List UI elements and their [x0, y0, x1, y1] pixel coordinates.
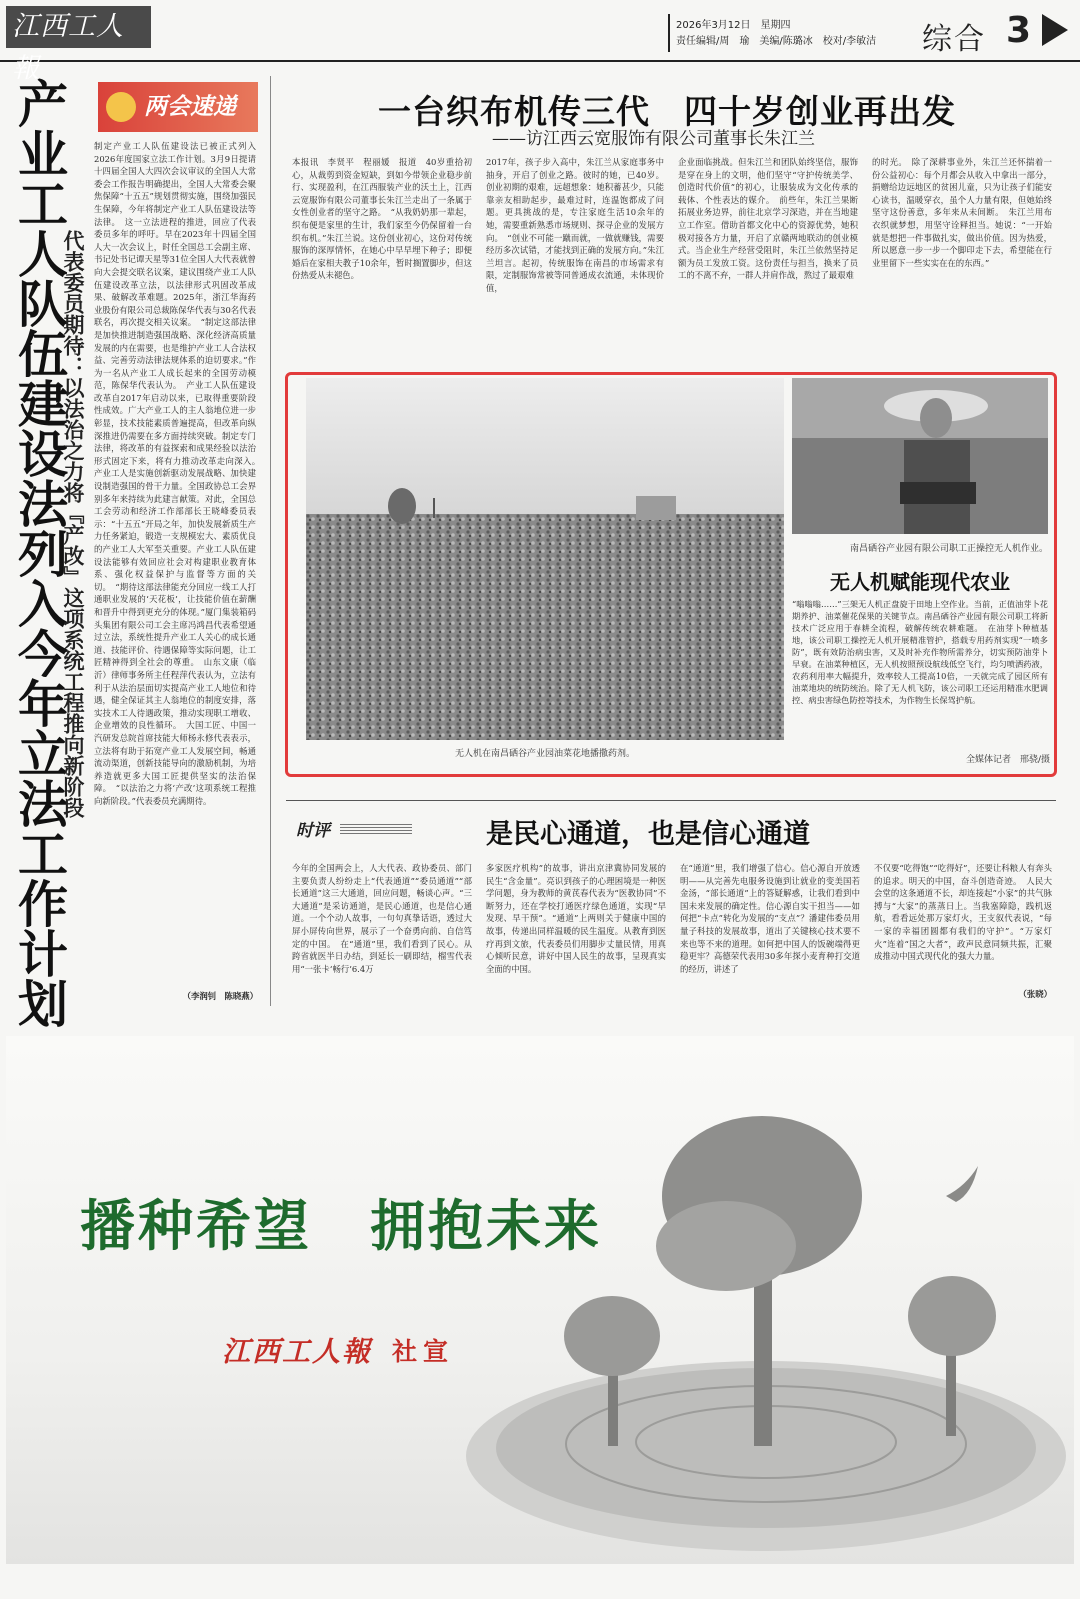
photo-feature-body: “嗡嗡嗡……”三架无人机正盘旋于田地上空作业。当前，正值油芽卜花期养护、油菜催花保果的关键节点。南昌硒谷产业园有限公司职工将新技术广泛应用于春耕全流程，破解传统农耕难题。 在油芽卜种植基地，该公司职工操控无人机开展精准管护，搭载专用药剂实现“一喷多防”，既有效防治病虫害，又及时补充作物所需养分，切实预防油芽卜早衰。在油菜种植区，无人机按照预设航线低空飞行，均匀喷洒药液，农药利用率大幅提升，效率较人工提高10倍，一天就完成了园区所有油菜地块的统防统治。除了无人机飞防，该公司职工还运用精准水肥调控、病虫害绿色防控等技术，为作物生长保驾护航。	[792, 599, 1048, 705]
left-article-byline: （李润钊 陈晓燕）	[182, 991, 258, 1001]
masthead-divider	[668, 14, 670, 52]
left-article-body: 制定产业工人队伍建设法已被正式列入2026年度国家立法工作计划。3月9日提请十四届全国人大四次会议审议的全国人大常委会工作报告明确提出，全国人大常委会聚焦保障“十五五”规划贯彻实施，围绕加强民生保障，今年将制定产业工人队伍建设法等法律。 这一立法进程的推进，回应了代表委员多年的呼吁。早在2023年十四届全国人大一次会议上，时任全国总工会副主席、书记处书记谭天星等31位全国人大代表就曾向大会提交联名议案，建议围绕产业工人队伍建设改革立法，以法律形式巩固改革成果、破解改革难题。2025年，浙江华海药业股份有限公司总裁陈保华代表与30名代表联名，再次提交相关议案。 “制定这部法律是加快推进制造强国战略、深化经济高质量发展的内在需要，也是维护产业工人合法权益、完善劳动法律法规体系的迫切要求。”作为一名从产业工人成长起来的全国劳动模范，陈保华代表认为。 产业工人队伍建设改革自2017年启动以来，已取得重要阶段性成效。广大产业工人的主人翁地位进一步彰显，技术技能素质普遍提高，但改革向纵深推进仍需要在多方面持续突破。制定专门法律，将改革的有益探索和成果经验以法治形式固定下来，将有力推动改革走向深入。 产业工人是实施创新驱动发展战略、加快建设制造强国的骨干力量。全国政协总工会界别多年来持续为此建言献策。对此，全国总工会劳动和经济工作部部长王晓峰委员表示：“十五五”开局之年，加快发展新质生产力任务紧迫，锻造一支规模宏大、素质优良的产业工人大军至关重要。产业工人队伍建设法能够有效回应社会对构建职业教育体系、强化权益保护与监督等方面的关切。 “期待这部法律能充分回应一线工人打通职业发展的‘天花板’，让技能价值在薪酬和晋升中得到更充分的体现。”厦门集装箱码头集团有限公司工会主席冯鸿昌代表希望通过立法，系统性提升产业工人关心的成长通道、技能评价、待遇保障等实际问题，让工匠精神得到全社会的尊重。 山东文康（临沂）律师事务所主任程萍代表认为，立法有利于从法治层面切实提高产业工人地位和待遇，健全保证其主人翁地位的制度安排，落实技术工人待遇政策，推动实现职工增收、企业增效的良性循环。 大国工匠、中国一汽研发总院首席技能大师杨永修代表表示，立法将有助于拓宽产业工人发展空间，畅通流动渠道，创新技能导向的激励机制，为培养造就更多大国工匠提供坚实的法治保障。 “以法治之力将‘产改’这项系统工程推向新阶段。”代表委员充满期待。	[94, 141, 265, 806]
commentary-col-3: 在“通道”里，我们增强了信心。信心源自开放透明——从完善先电服务设施到让就业的变美国若金汤，“部长通道”上的答疑解惑，让我们看到中国未来发展的确定性。信心源自实干担当——如何把“卡点”转化为发展的“支点”？潘建伟委员用量子科技的发展故事，道出了关键核心技术要不来也等不来的道理。如何把中国人的饭碗端得更稳更牢？高德荣代表用30多年探小麦育种打交道的经历，讲述了	[680, 863, 860, 974]
advert-illustration	[6, 1036, 1074, 1564]
operator-photo-image	[792, 378, 1048, 534]
lead-article-subhead: ——访江西云宽服饰有限公司董事长朱江兰	[492, 129, 815, 149]
commentary-col-4: 不仅要“吃得饱”“吃得好”，还要让科粮人有奔头的追求。明天的中国，奋斗创造奇迹。 人民大会堂的这条通道不长，却连接起“小家”的共气脉搏与“大家”的蒸蒸日上。当我塞障隐，践机返航，看看远处那万家灯火，王支叙代表说，“每一家的幸福团圆都有我们的守护”。“万家灯火”连着“国之大者”，政声民意同频共振，汇聚成推动中国式现代化的强大力量。	[874, 863, 1052, 962]
badge-label: 两会速递	[144, 93, 236, 120]
swallow-icon	[946, 1166, 978, 1202]
commentary-column-label: 时评	[296, 821, 330, 841]
commentary-col-2: 多家医疗机构”的故事，讲出京津冀协同发展的民生“含金量”。亮识到孩子的心理困境是一种医学问题，身为教师的黄芪春代表为“医教协同”不断努力，还在学校打通医疗绿色通道，实现“早发现、早干预”。“通道”上两则关于健康中国的故事，传递出同样温暖的民生温度。从教育到医疗再到文旅，代表委员们用脚步丈量民情，用真心倾听民意，讲好中国人民生的故事，呈现真实全面的中国。	[486, 863, 666, 974]
lead-article-col-4: 的时光。 除了深耕事业外，朱江兰还怀揣着一份公益初心：每个月都会从收入中拿出一部分，捐赠给边远地区的贫困儿童，只为让孩子们能安心读书，温暖穿衣，虽个人力量有限，但她始终坚守这份善意，多年来从未间断。 朱江兰用布衣织就梦想，用坚守诠释担当。她说：“一开始就是想把一件事做扎实，做出价值。因为热爱，所以愿意一步一步一个脚印走下去，希望能在行业里留下一些实实在在的东西。”	[872, 157, 1052, 268]
left-article-subhead: 代表委员期待：以法治之力将『产改』这项系统工程推向新阶段	[61, 230, 85, 818]
section-divider	[286, 800, 1056, 801]
field-photo-caption: 无人机在南昌硒谷产业园油菜花地播撒药剂。	[454, 749, 635, 759]
editor-credits: 责任编辑/周 瑜 美编/陈璐冰 校对/李敏洁	[676, 36, 877, 47]
section-name: 综合	[922, 22, 986, 57]
advert-brand-logo: 江西工人報	[222, 1335, 373, 1368]
public-service-advert[interactable]	[6, 1036, 1074, 1564]
photo-feature-headline[interactable]: 无人机赋能现代农业	[830, 570, 1010, 594]
commentary-headline[interactable]: 是民心通道，也是信心通道	[486, 819, 810, 850]
emblem-icon	[106, 92, 136, 122]
commentary-col-1: 今年的全国两会上，人大代表、政协委员、部门主要负责人纷纷走上“代表通道”“委员通道”“部长通道”这三大通道，回应问题，畅谈心声。“三大通道”是采访通道，是民心通道，也是信心通道。一个个动人故事，一句句真挚话语，透过大屏小屏传向世界，展示了一个奋勇向前、自信笃定的中国。 在“通道”里，我们看到了民心。从跨省就医半日办结，到延长一刷即结，榴雪代表用“一张卡‘畅行’6.4万	[292, 863, 472, 974]
drone-operator-photo[interactable]	[792, 378, 1048, 534]
page-number: 3	[1006, 10, 1032, 51]
photo-credit: 全媒体记者 邢骁/摄	[965, 755, 1050, 765]
lianghui-badge	[98, 82, 258, 132]
lead-article-col-3: 企业面临挑战。但朱江兰和团队始终坚信，服饰是穿在身上的文明，他们坚守“守护传统美学、创造时代价值”的初心，让服装成为文化传承的载体、个性表达的媒介。 前些年，朱江兰果断拓展业务边界，前往北京学习深造，并在当地建立工作室。借助首都文化中心的资源优势，她积极对接各方力量，开启了京赣两地联动的创业模式。当企业生产经营受阻时，朱江兰依然坚持足额为员工发放工资。这份责任与担当，换来了员工的不离不弃，一群人并肩作战，熬过了最艰难	[678, 157, 858, 281]
commentary-byline: （张晓）	[1018, 989, 1052, 999]
lead-article-headline[interactable]: 一台织布机传三代 四十岁创业再出发	[378, 92, 956, 131]
operator-photo-caption: 南昌硒谷产业园有限公司职工正操控无人机作业。	[849, 544, 1048, 554]
lead-article-col-1: 本报讯 李贤平 程丽媛 报道 40岁重拾初心，从裁剪到资金短缺，到如今带领企业稳步前行、实现盈利，在江西服装产业的沃土上，江西云宽服饰有限公司董事长朱江兰走出了一条属于女性创业者的坚守之路。 “从我奶奶那一辈起，织布便是家里的生计，我们家至今仍保留着一台织布机。”朱江兰说。这份创业初心，这份对传统服饰的深厚情怀，在她心中早早埋下种子；即便婚后在家相夫教子10余年，暂时搁置脚步，但这份热爱从未褪色。	[292, 157, 472, 281]
column-divider	[270, 76, 271, 1006]
advert-slogan: 播种希望 拥抱未来	[80, 1194, 603, 1258]
page-marker-icon	[1042, 14, 1068, 46]
rapeseed-field-photo[interactable]	[306, 378, 784, 740]
advert-brand-tail: 社宣	[392, 1337, 455, 1366]
left-article-headline[interactable]: 产业工人队伍建设法列入今年立法工作计划	[10, 78, 68, 1028]
newspaper-logo[interactable]: 江西工人報	[6, 6, 151, 48]
lead-article-col-2: 2017年，孩子步入高中，朱江兰从家庭事务中抽身，开启了创业之路。彼时的她，已40岁。创业初期的艰难，远超想象：她积蓄甚少，只能靠亲友相助起步，最难过时，连温饱都成了问题。更具挑战的是，专注家庭生活10余年的她，需要重新熟悉市场规则、探寻企业的发展方向。 “创业不可能一蹴而就，一做就赚钱，需要经历多次试错，才能找到正确的发展方向。”朱江兰坦言。起初，传统服饰在南昌的市场需求有限，定制服饰常被等同普通成衣流通，未体现价值，	[486, 157, 664, 293]
issue-date: 2026年3月12日 星期四	[676, 20, 791, 31]
field-photo-image	[306, 378, 784, 740]
masthead	[0, 0, 1080, 84]
issue-meta	[676, 18, 926, 50]
